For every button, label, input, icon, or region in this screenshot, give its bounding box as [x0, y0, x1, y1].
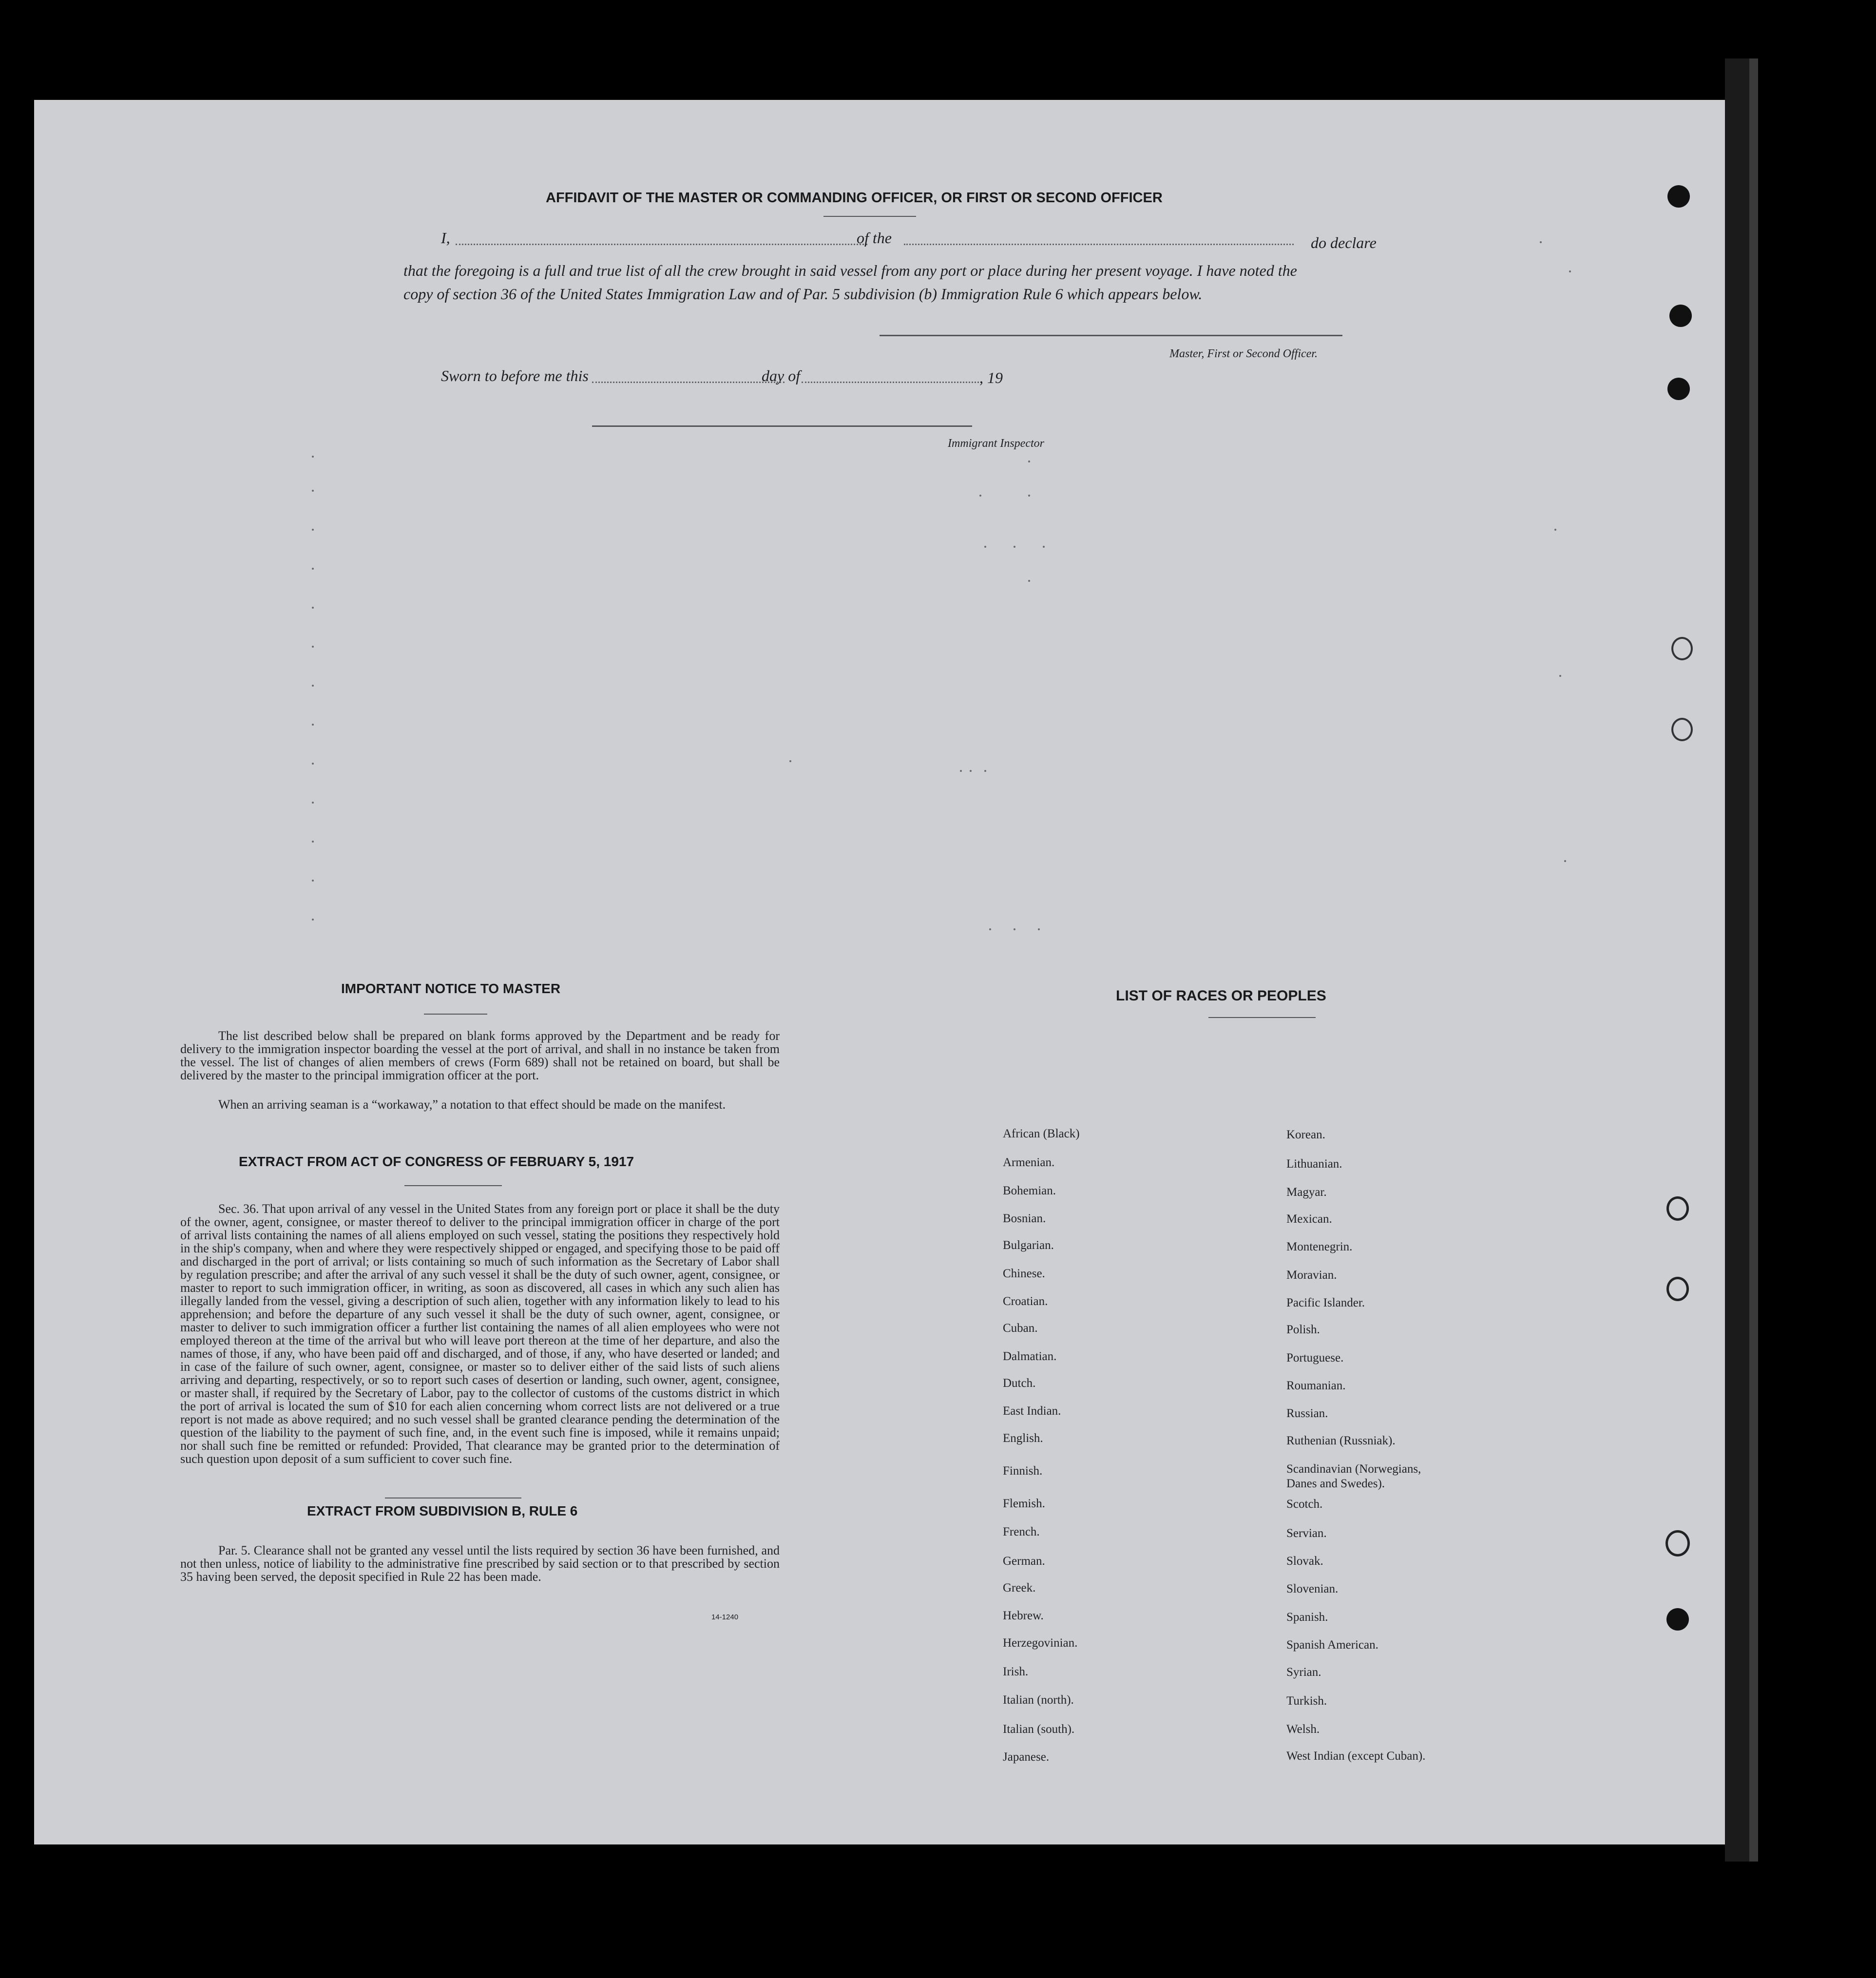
do-declare-label: do declare	[1311, 234, 1377, 251]
race-item: Dutch.	[1003, 1377, 1036, 1390]
show-through-mark	[1028, 461, 1030, 462]
show-through-mark	[312, 646, 314, 648]
race-item: Spanish.	[1286, 1611, 1328, 1624]
race-item: Italian (north).	[1003, 1693, 1074, 1707]
inspector-caption: Immigrant Inspector	[948, 437, 1044, 450]
punch-hole	[1671, 718, 1693, 741]
extract-act-underline	[404, 1185, 502, 1186]
race-item: Armenian.	[1003, 1156, 1055, 1169]
show-through-mark	[312, 763, 314, 765]
race-item: English.	[1003, 1432, 1043, 1445]
punch-hole	[1666, 1277, 1689, 1301]
declarant-label: I,	[441, 229, 450, 247]
show-through-mark	[312, 607, 314, 609]
race-item: Servian.	[1286, 1527, 1327, 1540]
race-item: Moravian.	[1286, 1268, 1337, 1282]
race-item: Bulgarian.	[1003, 1239, 1054, 1252]
affidavit-statement-line1: that the foregoing is a full and true list of all the crew brought in said vessel from any port or place during her present voyage. I have noted the	[403, 262, 1297, 279]
punch-hole	[1665, 1530, 1690, 1556]
race-item: Bohemian.	[1003, 1184, 1056, 1197]
punch-hole	[1666, 1196, 1689, 1221]
race-item: Slovak.	[1286, 1555, 1323, 1568]
race-item: Russian.	[1286, 1407, 1328, 1420]
sworn-label: Sworn to before me this	[441, 367, 589, 384]
show-through-mark	[789, 760, 791, 762]
notice-title: IMPORTANT NOTICE TO MASTER	[341, 981, 561, 996]
affidavit-statement-line2: copy of section 36 of the United States Immigration Law and of Par. 5 subdivision (b) Immigration Rule 6 which appears below.	[403, 285, 1203, 303]
races-title: LIST OF RACES OR PEOPLES	[1116, 988, 1326, 1004]
show-through-mark	[312, 919, 314, 921]
show-through-mark	[312, 685, 314, 687]
show-through-mark	[312, 724, 314, 726]
notice-paragraph-1: The list described below shall be prepared on blank forms approved by the Department and be ready for delivery to the immigration inspector boarding the vessel at the port of arrival, and shall in no instance be taken from the vessel. The list of changes of alien members of crews (Form 689) shall not be retained on board, but shall be delivered by the master to the principal immigration officer at the port.	[180, 1029, 780, 1082]
race-item: Flemish.	[1003, 1497, 1045, 1510]
show-through-mark	[1043, 546, 1045, 548]
race-item: Roumanian.	[1286, 1379, 1346, 1392]
extract-rule-text: Par. 5. Clearance shall not be granted any vessel until the lists required by section 36 have been furnished, and not then unless, notice of liability to the administrative fine prescribed by said section or to that prescribed by section 35 having been served, the deposit specified in Rule 22 has been made.	[180, 1543, 780, 1584]
race-item: West Indian (except Cuban).	[1286, 1749, 1426, 1763]
show-through-mark	[312, 529, 314, 531]
vessel-name-field[interactable]	[904, 244, 1294, 245]
show-through-mark	[960, 770, 962, 772]
show-through-mark	[1028, 495, 1030, 497]
race-item: Croatian.	[1003, 1295, 1048, 1308]
race-item: Slovenian.	[1286, 1582, 1339, 1595]
race-item: Bosnian.	[1003, 1212, 1046, 1225]
show-through-mark	[312, 490, 314, 492]
race-item: Mexican.	[1286, 1212, 1332, 1226]
race-item: Portuguese.	[1286, 1351, 1344, 1364]
show-through-mark	[970, 770, 972, 772]
race-item: Scandinavian (Norwegians, Danes and Swedes).	[1286, 1462, 1421, 1490]
race-item: Welsh.	[1286, 1723, 1320, 1736]
race-item: Greek.	[1003, 1581, 1036, 1594]
binding-edge-light	[1749, 58, 1758, 1862]
margin-mark	[1569, 270, 1571, 272]
margin-mark	[1540, 241, 1542, 243]
margin-mark	[1564, 860, 1566, 862]
show-through-mark	[312, 802, 314, 804]
race-item: Polish.	[1286, 1323, 1320, 1336]
show-through-mark	[1014, 546, 1015, 548]
race-item: Japanese.	[1003, 1750, 1050, 1764]
race-item: Chinese.	[1003, 1267, 1045, 1280]
show-through-mark	[1014, 928, 1015, 930]
races-title-underline	[1208, 1017, 1316, 1018]
race-item: Ruthenian (Russniak).	[1286, 1434, 1396, 1447]
extract-act-text: Sec. 36. That upon arrival of any vessel in the United States from any foreign port or place it shall be the duty of the owner, agent, consignee, or master thereof to deliver to the principal immigration officer in charge of the port of arrival lists containing the names of all aliens employed on such vessel, stating the positions they respectively hold in the ship's company, when and where they were respectively shipped or engaged, and specifying those to be paid off and discharged in the port of arrival; or lists containing so much of such information as the Secretary of Labor shall by regulation prescribe; and after the arrival of any such vessel it shall be the duty of such owner, agent, consignee, or master to report to such immigration officer, in writing, as soon as discovered, all cases in which any such alien has illegally landed from the vessel, giving a description of such alien, together with any information likely to lead to his apprehension; and before the departure of any such vessel it shall be the duty of such owner, agent, consignee, or master to deliver to such immigration officer a further list containing the names of all alien employees who were not employed thereon at the time of the arrival but who will leave port thereon at the time of her departure, and also the names of those, if any, who have been paid off and discharged, and of those, if any, who have deserted or landed; and in case of the failure of such owner, agent, consignee, or master so to deliver either of the said lists of such aliens arriving and departing, respectively, or so to report such cases of desertion or landing, such owner, agent, consignee, or master shall, if required by the Secretary of Labor, pay to the collector of customs of the customs district in which the port of arrival is located the sum of $10 for each alien concerning whom correct lists are not delivered or a true report is not made as above required; and no such vessel shall be granted clearance pending the determination of the question of the liability to the payment of such fine, and, in the event such fine is imposed, while it remains unpaid; nor shall such fine be remitted or refunded: Provided, That clearance may be granted prior to the determination of such question upon deposit of a sum sufficient to cover such fine.	[180, 1202, 780, 1466]
race-item: French.	[1003, 1525, 1040, 1538]
affidavit-title: AFFIDAVIT OF THE MASTER OR COMMANDING OFFICER, OR FIRST OR SECOND OFFICER	[546, 190, 1163, 206]
race-item: Finnish.	[1003, 1464, 1043, 1478]
race-item: Scotch.	[1286, 1498, 1323, 1511]
race-item: Lithuanian.	[1286, 1157, 1342, 1171]
year-prefix-label: , 19	[979, 369, 1003, 386]
race-item: German.	[1003, 1555, 1045, 1568]
race-item: Syrian.	[1286, 1666, 1321, 1679]
show-through-mark	[979, 495, 981, 497]
of-the-label: of the	[857, 229, 892, 247]
race-item: Turkish.	[1286, 1694, 1327, 1708]
punch-hole	[1666, 1608, 1689, 1631]
race-item: East Indian.	[1003, 1404, 1061, 1418]
race-item: Dalmatian.	[1003, 1350, 1057, 1363]
race-item: Irish.	[1003, 1665, 1029, 1678]
margin-mark	[1554, 529, 1556, 531]
master-signature-caption: Master, First or Second Officer.	[1169, 347, 1318, 360]
inspector-signature-line[interactable]	[592, 425, 972, 427]
show-through-mark	[989, 928, 991, 930]
show-through-mark	[312, 880, 314, 882]
notice-paragraph-2: When an arriving seaman is a “workaway,” a notation to that effect should be made on the manifest.	[218, 1097, 726, 1112]
race-item: Pacific Islander.	[1286, 1296, 1365, 1309]
race-item: Montenegrin.	[1286, 1240, 1353, 1253]
race-item: Hebrew.	[1003, 1609, 1044, 1622]
declarant-name-field[interactable]	[456, 244, 867, 245]
notice-title-underline	[424, 1014, 487, 1015]
form-number: 14-1240	[711, 1613, 739, 1621]
race-item: Herzegovinian.	[1003, 1636, 1078, 1650]
margin-mark	[1559, 675, 1561, 677]
race-item: African (Black)	[1003, 1127, 1080, 1140]
punch-hole	[1667, 185, 1690, 208]
extract-act-title: EXTRACT FROM ACT OF CONGRESS OF FEBRUARY 5, 1917	[239, 1154, 634, 1169]
punch-hole	[1667, 378, 1690, 400]
form-sheet	[34, 100, 1725, 1844]
sworn-month-field[interactable]	[802, 382, 982, 383]
show-through-mark	[984, 770, 986, 772]
race-item: Korean.	[1286, 1128, 1325, 1141]
sworn-day-field[interactable]	[592, 382, 785, 383]
punch-hole	[1671, 637, 1693, 660]
show-through-mark	[312, 456, 314, 458]
race-item: Magyar.	[1286, 1186, 1327, 1199]
day-of-label: day of	[762, 367, 801, 384]
master-signature-line[interactable]	[880, 335, 1342, 336]
show-through-mark	[1028, 580, 1030, 582]
show-through-mark	[312, 568, 314, 570]
show-through-mark	[1038, 928, 1040, 930]
race-item: Cuban.	[1003, 1322, 1038, 1335]
extract-rule-title: EXTRACT FROM SUBDIVISION B, RULE 6	[307, 1503, 578, 1518]
race-item: Spanish American.	[1286, 1638, 1378, 1652]
affidavit-title-underline	[823, 216, 916, 217]
show-through-mark	[312, 841, 314, 843]
race-item: Italian (south).	[1003, 1723, 1075, 1736]
binding-edge	[1725, 58, 1749, 1862]
show-through-mark	[984, 546, 986, 548]
punch-hole	[1669, 305, 1692, 327]
